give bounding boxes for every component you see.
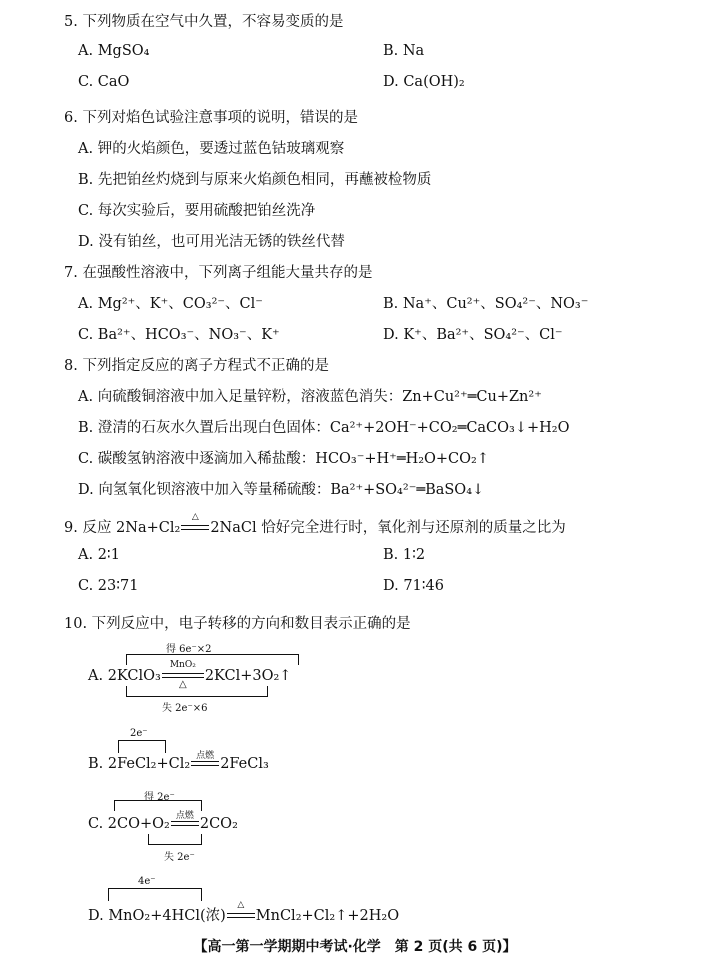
q10-a-label: A. xyxy=(88,668,104,684)
q10-d-arrow xyxy=(108,888,202,901)
q9-equals-sign xyxy=(180,512,210,535)
q7-option-c: C. Ba²⁺、HCO₃⁻、NO₃⁻、K⁺ xyxy=(78,327,280,343)
q10-b-equation xyxy=(88,751,269,772)
q5-option-b: B. Na xyxy=(383,43,425,59)
q10-b-reactants: B. 2FeCl₂+Cl₂ xyxy=(88,756,191,772)
q9-stem-pre: 9. 反应 2Na+Cl₂ xyxy=(64,520,181,536)
q6-option-d: D. 没有铂丝，也可用光洁无锈的铁丝代替 xyxy=(78,234,345,250)
q10-a-gain-label: 得 6e⁻×2 xyxy=(166,644,212,655)
q10-b-equals-sign xyxy=(190,751,220,771)
q8-option-a: A. 向硫酸铜溶液中加入足量锌粉，溶液蓝色消失：Zn+Cu²⁺═Cu+Zn²⁺ xyxy=(78,389,542,405)
q9-stem xyxy=(64,512,566,537)
q10-a-heat: △ xyxy=(178,679,187,690)
q10-b-condition: 点燃 xyxy=(196,751,215,761)
q9-option-d: D. 71∶46 xyxy=(383,578,445,594)
q10-a-loss-bracket xyxy=(126,686,268,697)
q7-option-d: D. K⁺、Ba²⁺、SO₄²⁻、Cl⁻ xyxy=(383,327,563,343)
q9-option-a: A. 2∶1 xyxy=(78,547,120,563)
q5-option-d: D. Ca(OH)₂ xyxy=(383,74,465,90)
q6-option-b: B. 先把铂丝灼烧到与原来火焰颜色相同，再蘸被检物质 xyxy=(78,172,432,188)
q8-option-c: C. 碳酸氢钠溶液中逐滴加入稀盐酸：HCO₃⁻+H⁺═H₂O+CO₂↑ xyxy=(78,451,490,467)
q10-option-a xyxy=(88,640,328,720)
q10-a-equation xyxy=(88,660,292,690)
q9-option-c: C. 23∶71 xyxy=(78,578,139,594)
q10-option-b xyxy=(88,728,328,780)
q10-c-reactants: C. 2CO+O₂ xyxy=(88,816,170,832)
q7-stem: 7. 在强酸性溶液中，下列离子组能大量共存的是 xyxy=(64,265,373,281)
q10-stem: 10. 下列反应中，电子转移的方向和数目表示正确的是 xyxy=(64,616,411,632)
q10-c-gain-label: 得 2e⁻ xyxy=(144,792,175,803)
q7-option-a: A. Mg²⁺、K⁺、CO₃²⁻、Cl⁻ xyxy=(78,296,263,312)
q10-a-catalyst: MnO₂ xyxy=(169,660,196,670)
q10-b-transfer-label: 2e⁻ xyxy=(130,728,148,739)
q10-d-reactants: D. MnO₂+4HCl(浓) xyxy=(88,908,226,924)
q9-heat-condition: △ xyxy=(191,512,199,522)
q10-c-loss-bracket xyxy=(148,834,202,845)
q6-option-a: A. 钾的火焰颜色，要透过蓝色钴玻璃观察 xyxy=(78,141,345,157)
q10-d-products: MnCl₂+Cl₂↑+2H₂O xyxy=(255,908,400,924)
q8-option-d: D. 向氢氧化钡溶液中加入等量稀硫酸：Ba²⁺+SO₄²⁻═BaSO₄↓ xyxy=(78,482,485,498)
q10-c-equals-sign xyxy=(170,811,200,831)
q10-a-loss-label: 失 2e⁻×6 xyxy=(162,703,208,714)
q10-d-condition: △ xyxy=(237,900,245,910)
q10-option-d xyxy=(88,876,418,926)
q10-a-equals-sign xyxy=(161,660,205,690)
q10-a-gain-bracket xyxy=(126,654,299,665)
page-footer: 【高一第一学期期中考试·化学 第 2 页(共 6 页)】 xyxy=(193,939,517,955)
q10-b-arrow xyxy=(118,740,166,753)
q10-d-transfer-label: 4e⁻ xyxy=(138,876,156,887)
q10-c-loss-label: 失 2e⁻ xyxy=(164,852,195,863)
q5-option-a: A. MgSO₄ xyxy=(78,43,150,59)
q10-c-product: 2CO₂ xyxy=(199,816,238,832)
q8-stem: 8. 下列指定反应的离子方程式不正确的是 xyxy=(64,358,329,374)
q10-d-equation xyxy=(88,900,400,925)
q9-stem-post: 2NaCl 恰好完全进行时，氧化剂与还原剂的质量之比为 xyxy=(210,520,566,536)
q8-option-b: B. 澄清的石灰水久置后出现白色固体：Ca²⁺+2OH⁻+CO₂═CaCO₃↓+H₂O xyxy=(78,420,570,436)
q10-c-condition: 点燃 xyxy=(175,811,194,821)
q10-a-product: 2KCl+3O₂↑ xyxy=(204,668,292,684)
q10-option-c xyxy=(88,788,328,866)
q10-a-reactant: 2KClO₃ xyxy=(107,668,161,684)
q6-option-c: C. 每次实验后，要用硫酸把铂丝洗净 xyxy=(78,203,316,219)
q10-c-equation xyxy=(88,811,238,832)
q10-d-equals-sign xyxy=(226,900,256,923)
q5-stem: 5. 下列物质在空气中久置，不容易变质的是 xyxy=(64,14,344,30)
q5-option-c: C. CaO xyxy=(78,74,130,90)
q6-stem: 6. 下列对焰色试验注意事项的说明，错误的是 xyxy=(64,110,358,126)
q9-option-b: B. 1∶2 xyxy=(383,547,426,563)
q10-b-product: 2FeCl₃ xyxy=(220,756,269,772)
q7-option-b: B. Na⁺、Cu²⁺、SO₄²⁻、NO₃⁻ xyxy=(383,296,589,312)
